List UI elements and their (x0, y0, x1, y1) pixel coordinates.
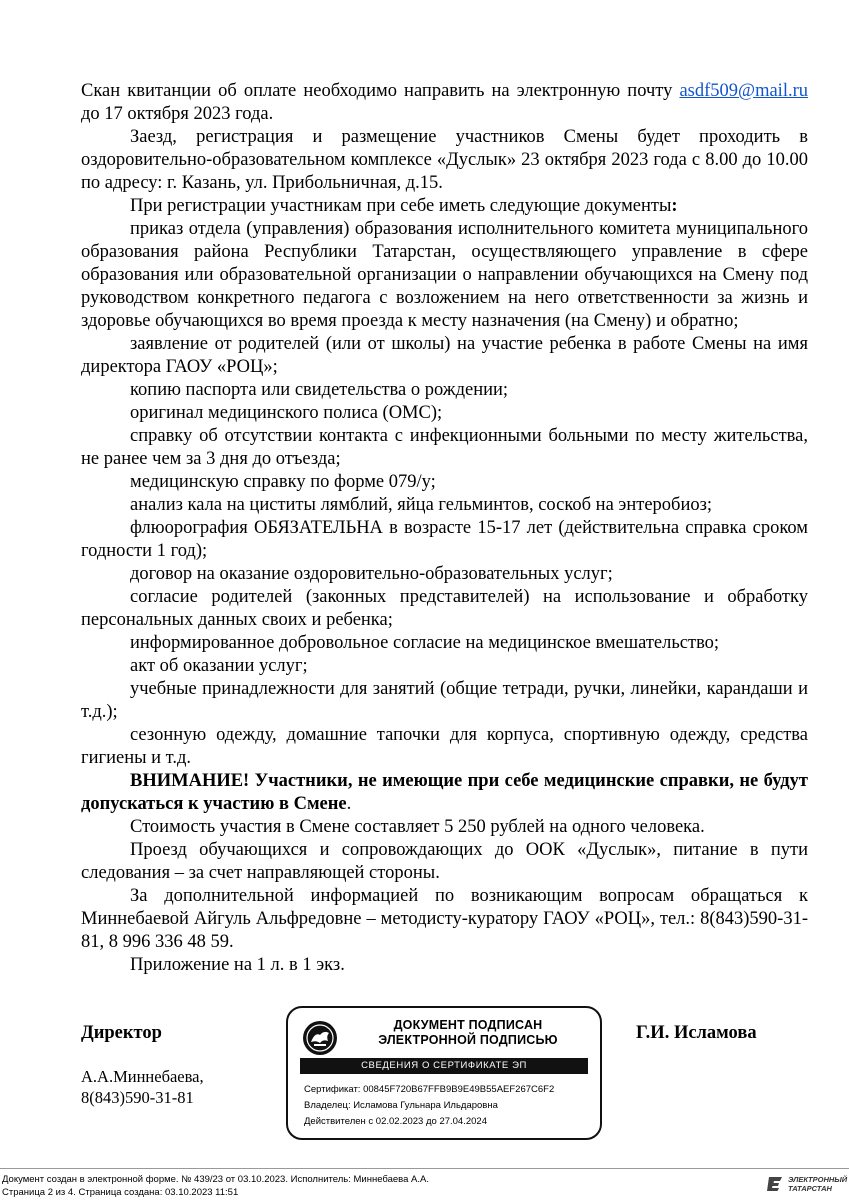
logo-mark-icon (766, 1175, 786, 1193)
payment-text: Скан квитанции об оплате необходимо направить на электронную почту (81, 81, 680, 101)
documents-intro-text: При регистрации участникам при себе иметь следующие документы (130, 196, 672, 216)
electronic-tatarstan-logo (766, 1173, 848, 1197)
certificate-owner: Владелец: Исламова Гульнара Ильдаровна (304, 1100, 498, 1111)
doc-item: согласие родителей (законных представителей) на использование и обработку персональных данных своих и ребенка; (81, 587, 808, 630)
doc-item: справку об отсутствии контакта с инфекционными больными по месту жительства, не ранее чем за 3 дня до отъезда; (81, 426, 808, 469)
letter-body (81, 80, 808, 977)
doc-item: акт об оказании услуг; (130, 656, 308, 676)
stamp-heading (344, 1018, 592, 1048)
contact-paragraph: За дополнительной информацией по возникающим вопросам обращаться к Миннебаевой Айгуль Альфредовне – методисту-куратору ГАОУ «РОЦ», тел.: 8(843)590-31-81, 8 996 336 48 59. (81, 886, 808, 952)
logo-text: ЭЛЕКТРОННЫЙ ТАТАРСТАН (788, 1175, 848, 1193)
doc-item: флюорография ОБЯЗАТЕЛЬНА в возрасте 15-17 лет (действительна справка сроком годности 1 год); (81, 518, 808, 561)
doc-item: оригинал медицинского полиса (ОМС); (130, 403, 443, 423)
payment-paragraph (81, 80, 808, 126)
executor-phone: 8(843)590-31-81 (81, 1088, 194, 1107)
doc-item: приказ отдела (управления) образования исполнительного комитета муниципального образования района Республики Татарстан, осуществляющего управление в сфере образования или образовательной организации о направлении обучающихся на Смену под руководством конкретного педагога с возложением на него ответственности за жизнь и здоровье обучающихся во время проезда к месту назначения (на Смену) и обратно; (81, 219, 808, 331)
documents-intro-colon: : (671, 196, 678, 216)
arrival-paragraph: Заезд, регистрация и размещение участников Смены будет проходить в оздоровительно-образовательном комплексе «Дуслык» 23 октября 2023 года с 8.00 до 10.00 по адресу: г. Казань, ул. Прибольничная, д.15. (81, 127, 808, 193)
executor-info (81, 1066, 204, 1108)
doc-item: информированное добровольное согласие на медицинское вмешательство; (130, 633, 720, 653)
warning-text: ВНИМАНИЕ! Участники, не имеющие при себе медицинские справки, не будут допускаться к участию в Смене (81, 771, 808, 814)
footer-line-1: Документ создан в электронной форме. № 439/23 от 03.10.2023. Исполнитель: Миннебаева А.А. (2, 1174, 429, 1185)
executor-name: А.А.Миннебаева, (81, 1067, 204, 1086)
tatarstan-emblem-icon (302, 1020, 338, 1056)
footer-line-2: Страница 2 из 4. Страница создана: 03.10.2023 11:51 (2, 1187, 239, 1198)
warning-paragraph (81, 770, 808, 816)
cost-paragraph: Стоимость участия в Смене составляет 5 250 рублей на одного человека. (130, 817, 705, 837)
warning-end: . (346, 794, 352, 814)
director-title: Директор (81, 1023, 162, 1043)
doc-item: сезонную одежду, домашние тапочки для корпуса, спортивную одежду, средства гигиены и т.д. (81, 725, 808, 768)
stamp-line-2: ЭЛЕКТРОННОЙ ПОДПИСЬЮ (378, 1033, 558, 1047)
email-link[interactable]: asdf509@mail.ru (679, 81, 808, 101)
certificate-number: Сертификат: 00845F720B67FFB9B9E49B55AEF267C6F2 (304, 1084, 555, 1095)
certificate-validity: Действителен с 02.02.2023 до 27.04.2024 (304, 1116, 487, 1127)
doc-item: учебные принадлежности для занятий (общие тетради, ручки, линейки, карандаши и т.д.); (81, 679, 808, 722)
doc-item: копию паспорта или свидетельства о рождении; (130, 380, 509, 400)
director-name: Г.И. Исламова (636, 1023, 757, 1043)
travel-paragraph: Проезд обучающихся и сопровождающих до ООК «Дуслык», питание в пути следования – за счет направляющей стороны. (81, 840, 808, 883)
e-signature-stamp (286, 1006, 602, 1140)
doc-item: договор на оказание оздоровительно-образовательных услуг; (130, 564, 613, 584)
page-footer (0, 1168, 849, 1201)
doc-item: заявление от родителей (или от школы) на участие ребенка в работе Смены на имя директора ГАОУ «РОЦ»; (81, 334, 808, 377)
attachment-paragraph: Приложение на 1 л. в 1 экз. (130, 955, 345, 975)
doc-item: медицинскую справку по форме 079/у; (130, 472, 436, 492)
stamp-line-1: ДОКУМЕНТ ПОДПИСАН (393, 1018, 543, 1032)
payment-deadline: до 17 октября 2023 года. (81, 104, 274, 124)
certificate-bar: СВЕДЕНИЯ О СЕРТИФИКАТЕ ЭП (300, 1058, 588, 1074)
documents-intro (81, 195, 808, 218)
doc-item: анализ кала на циститы лямблий, яйца гельминтов, соскоб на энтеробиоз; (130, 495, 713, 515)
